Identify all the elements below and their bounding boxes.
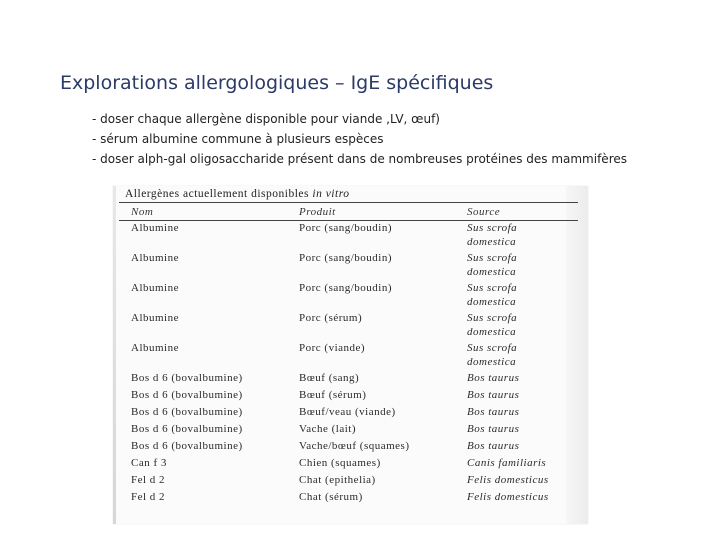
- cell-nom: Albumine: [131, 222, 179, 234]
- cell-produit: Porc (sang/boudin): [299, 252, 393, 264]
- allergen-table: [119, 188, 578, 507]
- table-row: [119, 405, 578, 422]
- bullet-item: - doser chaque allergène disponible pour viande ,LV, œuf): [92, 112, 440, 126]
- bullet-item: - sérum albumine commune à plusieurs espèces: [92, 132, 384, 146]
- cell-produit: Chat (epithelia): [299, 474, 376, 486]
- source-genus: Sus scrofa: [467, 222, 518, 234]
- cell-source: Bos taurus: [467, 406, 520, 418]
- cell-source: [455, 251, 578, 281]
- cell-nom: Bos d 6 (bovalbumine): [131, 406, 243, 418]
- cell-nom: Bos d 6 (bovalbumine): [131, 440, 243, 452]
- source-species: domestica: [467, 266, 517, 278]
- header-produit: Produit: [287, 203, 455, 221]
- cell-source: Bos taurus: [467, 440, 520, 452]
- cell-nom: Bos d 6 (bovalbumine): [131, 372, 243, 384]
- cell-produit: Chien (squames): [299, 457, 381, 469]
- cell-nom: Albumine: [131, 252, 179, 264]
- cell-source: [455, 341, 578, 371]
- cell-nom: Bos d 6 (bovalbumine): [131, 423, 243, 435]
- table-header-row: [119, 203, 578, 221]
- cell-produit: Bœuf/veau (viande): [299, 406, 396, 418]
- table-row: [119, 281, 578, 311]
- header-nom: Nom: [119, 203, 287, 221]
- source-species: domestica: [467, 296, 517, 308]
- cell-nom: Fel d 2: [131, 474, 166, 486]
- table-row: [119, 422, 578, 439]
- allergen-table-image: [113, 186, 588, 524]
- cell-nom: Albumine: [131, 342, 179, 354]
- source-species: domestica: [467, 326, 517, 338]
- table-row: [119, 221, 578, 252]
- cell-nom: Bos d 6 (bovalbumine): [131, 389, 243, 401]
- cell-produit: Bœuf (sérum): [299, 389, 367, 401]
- table-row: [119, 371, 578, 388]
- cell-source: Bos taurus: [467, 389, 520, 401]
- table-caption-main: Allergènes actuellement disponibles: [125, 188, 309, 200]
- table-body: [119, 221, 578, 508]
- cell-source: Felis domesticus: [467, 474, 549, 486]
- table-row: [119, 388, 578, 405]
- cell-produit: Porc (sérum): [299, 312, 363, 324]
- source-genus: Sus scrofa: [467, 252, 518, 264]
- table-row: [119, 473, 578, 490]
- source-genus: Sus scrofa: [467, 312, 518, 324]
- scan-left-edge: [113, 186, 116, 524]
- cell-nom: Albumine: [131, 312, 179, 324]
- cell-source: Bos taurus: [467, 423, 520, 435]
- cell-produit: Porc (sang/boudin): [299, 222, 393, 234]
- cell-source: [455, 221, 578, 252]
- cell-produit: Chat (sérum): [299, 491, 363, 503]
- source-genus: Sus scrofa: [467, 282, 518, 294]
- table-caption-italic: in vitro: [312, 188, 350, 200]
- cell-produit: Bœuf (sang): [299, 372, 360, 384]
- table-row: [119, 456, 578, 473]
- cell-produit: Vache/bœuf (squames): [299, 440, 410, 452]
- cell-produit: Porc (sang/boudin): [299, 282, 393, 294]
- cell-nom: Fel d 2: [131, 491, 166, 503]
- source-genus: Sus scrofa: [467, 342, 518, 354]
- slide-title: Explorations allergologiques – IgE spécifiques: [60, 72, 494, 94]
- table-row: [119, 251, 578, 281]
- cell-source: [455, 311, 578, 341]
- cell-produit: Vache (lait): [299, 423, 356, 435]
- bullet-list: [92, 109, 627, 169]
- table-row: [119, 490, 578, 507]
- table-row: [119, 341, 578, 371]
- cell-source: [455, 281, 578, 311]
- source-species: domestica: [467, 236, 517, 248]
- cell-nom: Albumine: [131, 282, 179, 294]
- cell-source: Felis domesticus: [467, 491, 549, 503]
- table-row: [119, 439, 578, 456]
- source-species: domestica: [467, 356, 517, 368]
- cell-source: Bos taurus: [467, 372, 520, 384]
- bullet-item: - doser alph-gal oligosaccharide présent dans de nombreuses protéines des mammifères: [92, 152, 627, 166]
- header-source: Source: [455, 203, 578, 221]
- cell-nom: Can f 3: [131, 457, 167, 469]
- cell-produit: Porc (viande): [299, 342, 366, 354]
- table-caption: [119, 188, 578, 203]
- cell-source: Canis familiaris: [467, 457, 547, 469]
- table-row: [119, 311, 578, 341]
